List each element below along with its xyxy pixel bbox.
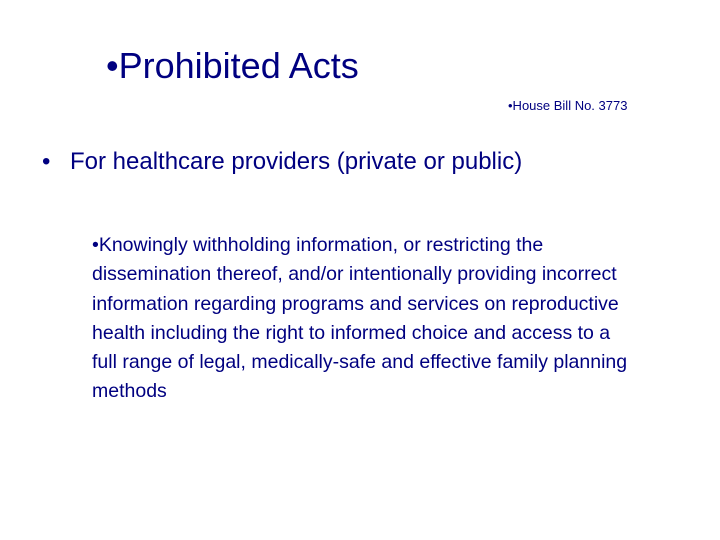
main-bullet: [42, 148, 522, 176]
sub-bullet-text: •Knowingly withholding information, or restricting the dissemination thereof, and/or intentionally providing incorrect information regarding programs and services on reproductive health including the right to informed choice and access to a full range of legal, medically-safe and effective family planning methods: [92, 234, 628, 403]
bullet-marker: •: [42, 148, 51, 175]
bill-reference: •House Bill No. 3773: [508, 98, 628, 113]
main-bullet-text: For healthcare providers (private or public): [70, 148, 523, 175]
slide-title: •Prohibited Acts: [106, 45, 359, 86]
